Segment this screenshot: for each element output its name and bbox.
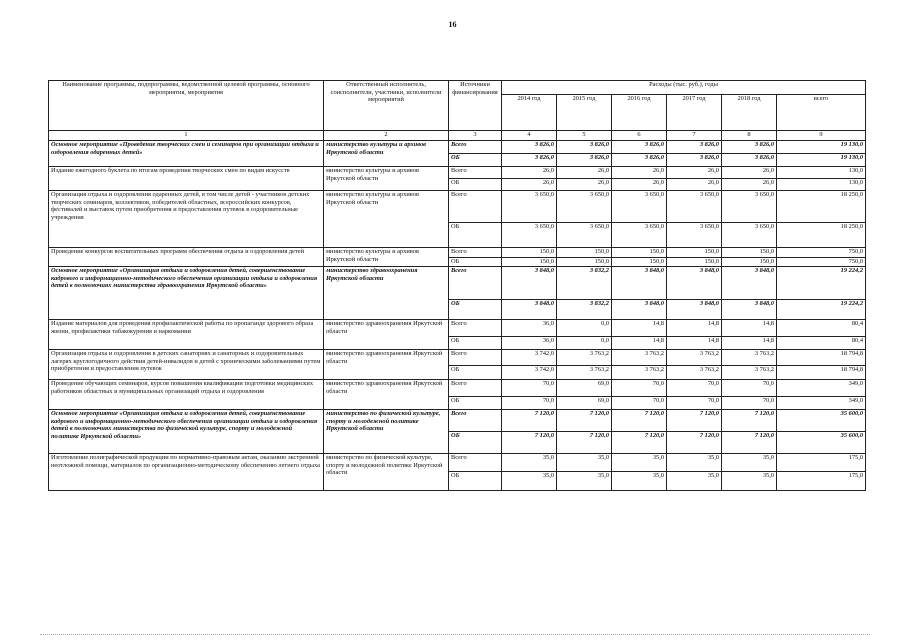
funding-source: Всего (449, 167, 502, 179)
total-value: 35 600,0 (777, 410, 866, 432)
year-value: 26,0 (722, 167, 777, 179)
year-value: 3 763,2 (612, 366, 667, 380)
year-value: 150,0 (667, 258, 722, 267)
measure-name: Изготовление полиграфической продукции по нормативно-правовым актам, оказанию экстренной неотложной помощи, материалов по организационно-методическому обеспечению летнего отдыха (49, 454, 324, 491)
year-value: 70,0 (722, 397, 777, 410)
measure-executor: министерство культуры и архивов Иркутской области (324, 191, 449, 248)
total-value: 19 224,2 (777, 300, 866, 320)
header-source: Источники финансирования (449, 81, 502, 131)
header-year: 2018 год (722, 95, 777, 131)
year-value: 7 120,0 (557, 432, 612, 454)
year-value: 7 120,0 (502, 432, 557, 454)
year-value: 3 742,0 (502, 350, 557, 366)
funding-source: ОБ (449, 432, 502, 454)
year-value: 3 763,2 (667, 366, 722, 380)
funding-source: ОБ (449, 366, 502, 380)
funding-source: Всего (449, 141, 502, 154)
year-value: 35,0 (667, 472, 722, 491)
year-value: 26,0 (612, 167, 667, 179)
measure-executor: министерство здравоохранения Иркутской области (324, 267, 449, 320)
funding-source: Всего (449, 350, 502, 366)
measure-name: Основное мероприятие «Проведение творческих смен и семинаров при организации отдыха и оздоровления одаренных детей» (49, 141, 324, 167)
year-value: 150,0 (502, 248, 557, 258)
year-value: 3 826,0 (612, 154, 667, 167)
year-value: 69,0 (557, 397, 612, 410)
column-number: 3 (449, 131, 502, 141)
year-value: 150,0 (667, 248, 722, 258)
year-value: 3 848,0 (722, 267, 777, 300)
funding-source: Всего (449, 191, 502, 223)
year-value: 70,0 (722, 380, 777, 397)
total-value: 750,0 (777, 258, 866, 267)
measure-name: Организация отдыха и оздоровления одаренных детей, в том числе детей - участников детских творческих семинаров, коллективов, победителей областных, всероссийских конкурсов, фестивалей и выставок путем приобретения и предоставления путевок в оздоровительные учреждения (49, 191, 324, 248)
year-value: 26,0 (722, 179, 777, 191)
funding-source: ОБ (449, 472, 502, 491)
year-value: 70,0 (612, 397, 667, 410)
year-value: 7 120,0 (667, 410, 722, 432)
funding-source: ОБ (449, 179, 502, 191)
year-value: 35,0 (667, 454, 722, 472)
year-value: 26,0 (667, 167, 722, 179)
year-value: 3 848,0 (612, 300, 667, 320)
year-value: 3 650,0 (557, 223, 612, 248)
header-name: Наименование программы, подпрограммы, ведомственной целевой программы, основного мероприятия, мероприятия (49, 81, 324, 131)
measure-executor: министерство здравоохранения Иркутской области (324, 350, 449, 380)
page-number: 16 (448, 20, 457, 29)
measure-executor: министерство культуры и архивов Иркутской области (324, 248, 449, 267)
column-number: 2 (324, 131, 449, 141)
year-value: 7 120,0 (612, 432, 667, 454)
total-value: 35 600,0 (777, 432, 866, 454)
year-value: 14,8 (722, 320, 777, 337)
year-value: 0,0 (557, 337, 612, 350)
funding-source: Всего (449, 454, 502, 472)
column-number: 7 (667, 131, 722, 141)
year-value: 35,0 (612, 454, 667, 472)
year-value: 150,0 (612, 258, 667, 267)
year-value: 70,0 (502, 380, 557, 397)
header-year: 2016 год (612, 95, 667, 131)
year-value: 3 763,2 (722, 366, 777, 380)
year-value: 3 650,0 (612, 191, 667, 223)
year-value: 150,0 (502, 258, 557, 267)
measure-executor: министерство здравоохранения Иркутской области (324, 320, 449, 350)
year-value: 14,8 (722, 337, 777, 350)
column-number: 8 (722, 131, 777, 141)
year-value: 70,0 (502, 397, 557, 410)
year-value: 36,0 (502, 320, 557, 337)
year-value: 7 120,0 (722, 432, 777, 454)
year-value: 3 848,0 (502, 300, 557, 320)
year-value: 35,0 (502, 454, 557, 472)
year-value: 3 763,2 (722, 350, 777, 366)
year-value: 69,0 (557, 380, 612, 397)
year-value: 7 120,0 (502, 410, 557, 432)
year-value: 7 120,0 (667, 432, 722, 454)
header-total: всего (777, 95, 866, 131)
year-value: 3 763,2 (612, 350, 667, 366)
total-value: 750,0 (777, 248, 866, 258)
column-number: 5 (557, 131, 612, 141)
column-number: 6 (612, 131, 667, 141)
total-value: 19 130,0 (777, 154, 866, 167)
year-value: 3 848,0 (667, 267, 722, 300)
year-value: 3 650,0 (722, 223, 777, 248)
year-value: 3 826,0 (722, 154, 777, 167)
total-value: 80,4 (777, 337, 866, 350)
total-value: 175,0 (777, 454, 866, 472)
measure-executor: министерство по физической культуре, спорту и молодежной политике Иркутской области (324, 454, 449, 491)
year-value: 7 120,0 (612, 410, 667, 432)
funding-source: Всего (449, 410, 502, 432)
year-value: 70,0 (612, 380, 667, 397)
year-value: 3 826,0 (667, 154, 722, 167)
year-value: 3 650,0 (612, 223, 667, 248)
year-value: 35,0 (722, 454, 777, 472)
year-value: 3 848,0 (502, 267, 557, 300)
year-value: 3 826,0 (557, 141, 612, 154)
year-value: 35,0 (557, 454, 612, 472)
total-value: 18 794,8 (777, 350, 866, 366)
measure-name: Издание материалов для проведения профилактической работы по пропаганде здорового образа жизни, профилактики табакокурения и наркомании (49, 320, 324, 350)
header-year: 2014 год (502, 95, 557, 131)
measure-name: Основное мероприятие «Организация отдыха и оздоровления детей, совершенствование кадрового и информационно-методического обеспечения организации отдыха и оздоровления детей в полномочиях министерства здравоохранения Иркутской области» (49, 267, 324, 320)
measure-name: Проведение обучающих семинаров, курсов повышения квалификации подготовки медицинских работников областных и муниципальных организаций отдыха и оздоровления (49, 380, 324, 410)
header-year: 2015 год (557, 95, 612, 131)
funding-source: ОБ (449, 223, 502, 248)
year-value: 14,8 (612, 320, 667, 337)
year-value: 3 742,0 (502, 366, 557, 380)
year-value: 3 650,0 (722, 191, 777, 223)
year-value: 7 120,0 (557, 410, 612, 432)
year-value: 150,0 (612, 248, 667, 258)
year-value: 3 832,2 (557, 300, 612, 320)
year-value: 3 650,0 (502, 223, 557, 248)
funding-source: ОБ (449, 337, 502, 350)
year-value: 70,0 (667, 380, 722, 397)
budget-table (48, 80, 866, 491)
total-value: 18 250,0 (777, 191, 866, 223)
year-value: 26,0 (667, 179, 722, 191)
year-value: 3 826,0 (612, 141, 667, 154)
measure-name: Проведение конкурсов воспитательных программ обеспечения отдыха и оздоровления детей (49, 248, 324, 267)
year-value: 14,8 (612, 337, 667, 350)
total-value: 19 224,2 (777, 267, 866, 300)
measure-executor: министерство здравоохранения Иркутской области (324, 380, 449, 410)
year-value: 35,0 (722, 472, 777, 491)
year-value: 70,0 (667, 397, 722, 410)
total-value: 18 250,0 (777, 223, 866, 248)
total-value: 349,0 (777, 397, 866, 410)
funding-source: Всего (449, 380, 502, 397)
total-value: 130,0 (777, 179, 866, 191)
year-value: 7 120,0 (722, 410, 777, 432)
year-value: 3 763,2 (667, 350, 722, 366)
year-value: 3 650,0 (667, 223, 722, 248)
measure-executor: министерство культуры и архивов Иркутской области (324, 141, 449, 167)
year-value: 26,0 (557, 179, 612, 191)
measure-name: Издание ежегодного буклета по итогам проведения творческих смен по видам искусств (49, 167, 324, 191)
year-value: 26,0 (612, 179, 667, 191)
year-value: 150,0 (722, 248, 777, 258)
measure-executor: министерство культуры и архивов Иркутской области (324, 167, 449, 191)
year-value: 3 650,0 (557, 191, 612, 223)
column-number: 9 (777, 131, 866, 141)
column-number: 1 (49, 131, 324, 141)
year-value: 3 832,2 (557, 267, 612, 300)
funding-source: ОБ (449, 300, 502, 320)
year-value: 0,0 (557, 320, 612, 337)
year-value: 3 826,0 (502, 141, 557, 154)
measure-name: Организация отдыха и оздоровления в детских санаториях и санаторных и оздоровительных лагерях круглогодичного действия детей-инвалидов и детей с хроническими заболеваниями путем приобретения и предоставления путевок (49, 350, 324, 380)
year-value: 26,0 (557, 167, 612, 179)
measure-name: Основное мероприятие «Организация отдыха и оздоровления детей, совершенствование кадрового и информационно-методического обеспечения организации отдыха и оздоровления детей в полномочиях министерства по физической культуре, спорту и молодежной политике Иркутской области» (49, 410, 324, 454)
year-value: 3 826,0 (722, 141, 777, 154)
year-value: 3 826,0 (502, 154, 557, 167)
year-value: 14,8 (667, 320, 722, 337)
funding-source: ОБ (449, 397, 502, 410)
header-expenses: Расходы (тыс. руб.), годы (502, 81, 866, 95)
column-number: 4 (502, 131, 557, 141)
year-value: 36,0 (502, 337, 557, 350)
year-value: 150,0 (722, 258, 777, 267)
funding-source: ОБ (449, 258, 502, 267)
total-value: 18 794,8 (777, 366, 866, 380)
header-year: 2017 год (667, 95, 722, 131)
year-value: 26,0 (502, 167, 557, 179)
year-value: 3 826,0 (667, 141, 722, 154)
total-value: 80,4 (777, 320, 866, 337)
year-value: 14,8 (667, 337, 722, 350)
year-value: 35,0 (502, 472, 557, 491)
total-value: 349,0 (777, 380, 866, 397)
year-value: 3 848,0 (722, 300, 777, 320)
funding-source: Всего (449, 248, 502, 258)
year-value: 3 848,0 (612, 267, 667, 300)
year-value: 26,0 (502, 179, 557, 191)
year-value: 3 826,0 (557, 154, 612, 167)
measure-executor: министерство по физической культуре, спорту и молодежной политике Иркутской области (324, 410, 449, 454)
funding-source: Всего (449, 267, 502, 300)
year-value: 150,0 (557, 248, 612, 258)
year-value: 3 763,2 (557, 350, 612, 366)
year-value: 3 650,0 (502, 191, 557, 223)
total-value: 175,0 (777, 472, 866, 491)
year-value: 3 763,2 (557, 366, 612, 380)
year-value: 35,0 (612, 472, 667, 491)
funding-source: ОБ (449, 154, 502, 167)
year-value: 150,0 (557, 258, 612, 267)
year-value: 3 650,0 (667, 191, 722, 223)
year-value: 3 848,0 (667, 300, 722, 320)
total-value: 130,0 (777, 167, 866, 179)
header-executor: Ответственный исполнитель, соисполнители, участники, исполнители мероприятий (324, 81, 449, 131)
total-value: 19 130,0 (777, 141, 866, 154)
funding-source: Всего (449, 320, 502, 337)
year-value: 35,0 (557, 472, 612, 491)
footer-rule (40, 634, 870, 635)
